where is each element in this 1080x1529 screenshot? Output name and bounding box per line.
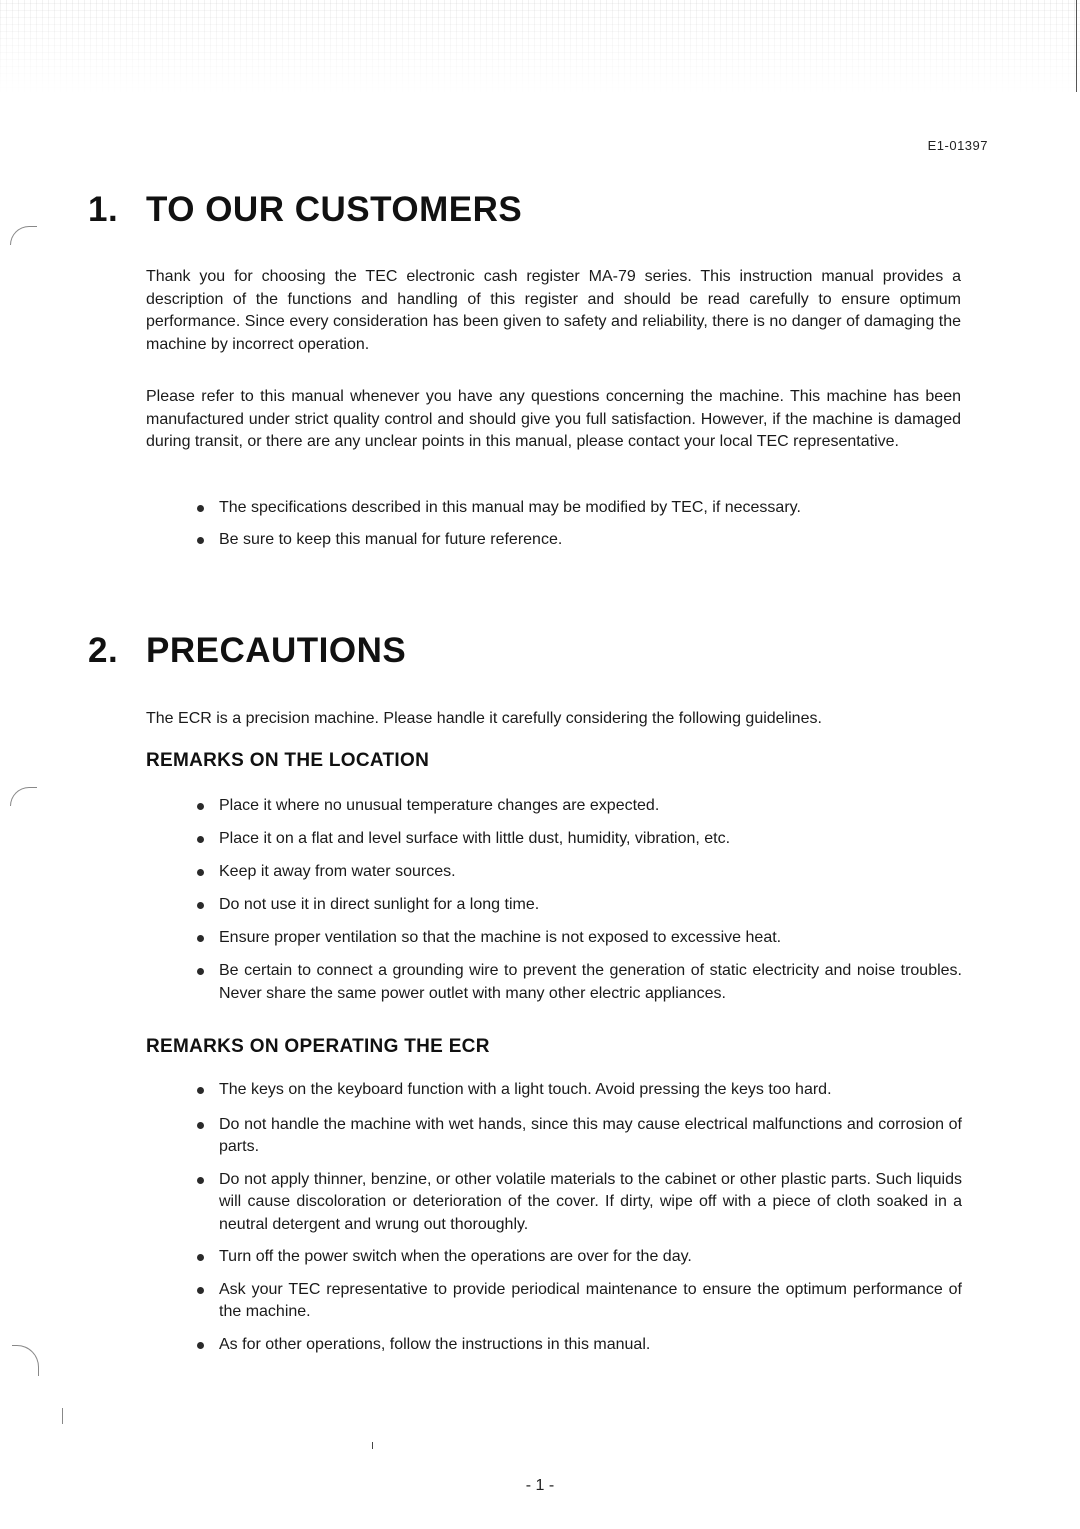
bullet-item: Turn off the power switch when the operations are over for the day. [196,1246,962,1269]
punch-hole-mark [10,226,37,245]
bullet-item: Ensure proper ventilation so that the machine is not exposed to excessive heat. [196,927,962,950]
bullet-item: Do not use it in direct sunlight for a long time. [196,894,962,917]
section-title: PRECAUTIONS [146,631,407,670]
section-number: 1. [88,190,119,229]
paragraph: Thank you for choosing the TEC electronic cash register MA-79 series. This instruction manual provides a description of the functions and handling of this register and should be read carefully to ensure optimum performance. Since every consideration has been given to safety and reliability, there is no danger of damaging the machine by incorrect operation. [146,268,961,353]
subheading: REMARKS ON OPERATING THE ECR [146,1036,490,1057]
section-heading [88,190,522,230]
scan-speck [62,1408,63,1424]
section-title: TO OUR CUSTOMERS [146,190,523,229]
subheading: REMARKS ON THE LOCATION [146,750,430,771]
bullet-item: Place it where no unusual temperature changes are expected. [196,795,962,818]
scan-edge-line [1076,0,1077,92]
paragraph: The ECR is a precision machine. Please handle it carefully considering the following guidelines. [146,710,822,727]
bullet-item: As for other operations, follow the instructions in this manual. [196,1334,962,1357]
bullet-list [196,795,962,1005]
bullet-item: Place it on a flat and level surface with little dust, humidity, vibration, etc. [196,828,962,851]
bullet-item: Do not handle the machine with wet hands, since this may cause electrical malfunctions and corrosion of parts. [196,1114,962,1159]
punch-hole-mark [12,1345,39,1376]
bullet-list [196,497,962,552]
section-number: 2. [88,631,119,670]
bullet-list [196,1079,962,1356]
paragraph: Please refer to this manual whenever you have any questions concerning the machine. This machine has been manufactured under strict quality control and should give you full satisfaction. However, if the machine is damaged during transit, or there are any unclear points in this manual, please contact your local TEC representative. [146,388,961,450]
scan-speck [372,1442,373,1449]
bullet-item: Ask your TEC representative to provide periodical maintenance to ensure the optimum performance of the machine. [196,1279,962,1324]
bullet-item: The keys on the keyboard function with a light touch. Avoid pressing the keys too hard. [196,1079,962,1102]
scan-noise [0,0,1080,95]
bullet-item: The specifications described in this manual may be modified by TEC, if necessary. [196,497,962,520]
section-heading [88,631,406,671]
bullet-item: Be certain to connect a grounding wire to prevent the generation of static electricity and noise troubles. Never share the same power outlet with many other electric appliances. [196,960,962,1005]
bullet-item: Keep it away from water sources. [196,861,962,884]
punch-hole-mark [10,787,37,806]
bullet-item: Be sure to keep this manual for future reference. [196,529,962,552]
bullet-item: Do not apply thinner, benzine, or other volatile materials to the cabinet or other plastic parts. Such liquids will cause discoloration or deterioration of the cover. If dirty, wipe off with a piece of cloth soaked in a neutral detergent and wrung out thoroughly. [196,1169,962,1237]
page-number: - 1 - [525,1477,555,1494]
document-code: E1-01397 [927,138,988,153]
